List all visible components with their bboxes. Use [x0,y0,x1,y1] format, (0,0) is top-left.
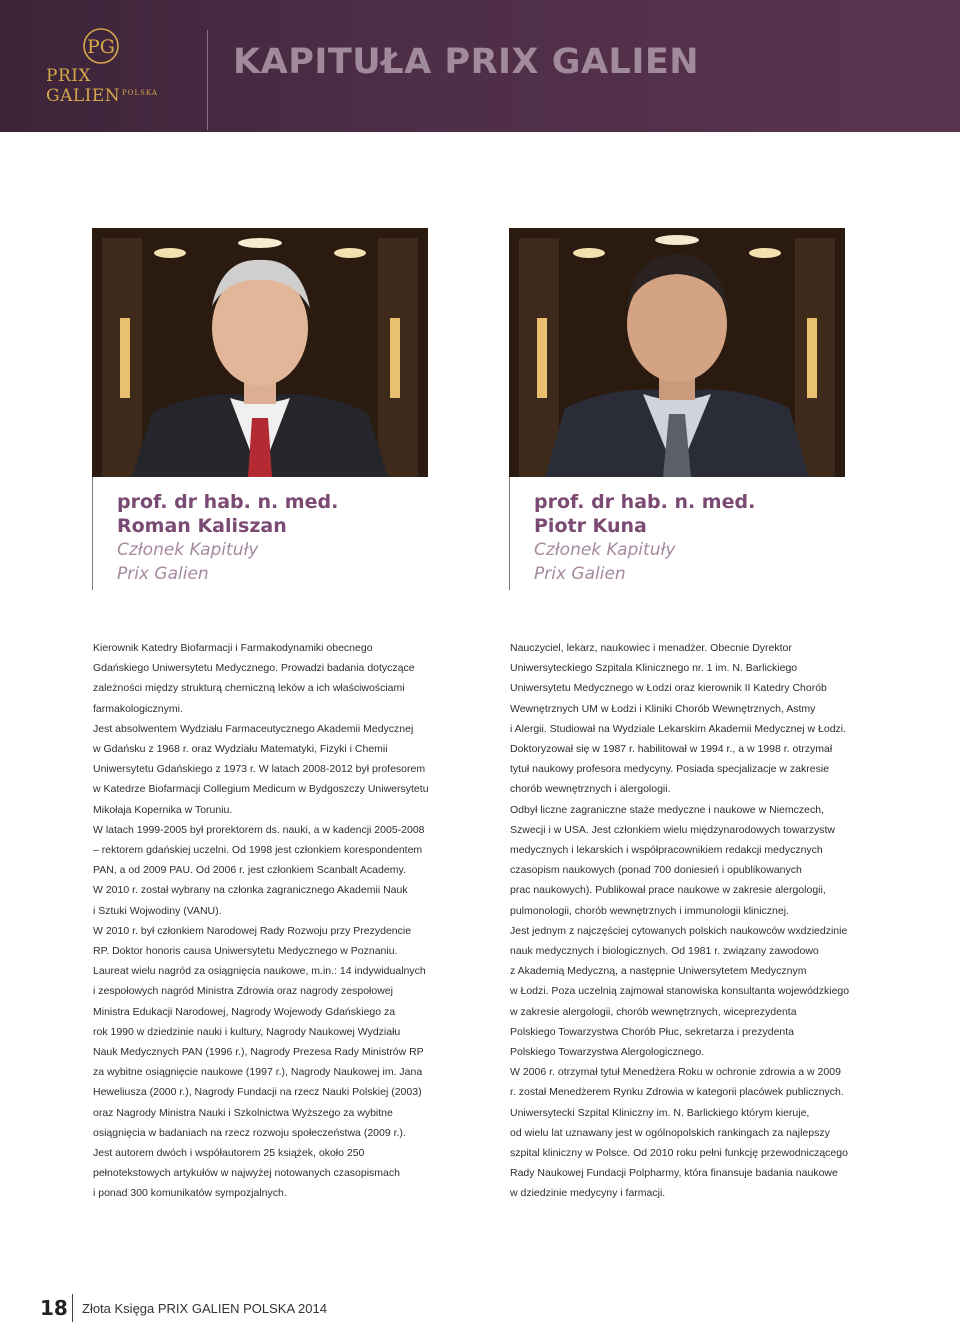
bio-line: Doktoryzował się w 1987 r. habilitował w 1994 r., a w 1998 r. otrzymał [510,743,833,756]
member-academic-title: prof. dr hab. n. med. [117,491,339,513]
bio-line: Uniwersytecki Szpital Kliniczny im. N. Barlickiego którym kieruje, [510,1106,810,1119]
bio-line: w Gdańsku z 1968 r. oraz Wydziału Matematyki, Fizyki i Chemii [93,743,388,756]
member-role: Członek Kapituły [117,540,259,560]
bio-line: za wybitne osiągnięcie naukowe (1997 r.), Nagrody Naukowej im. Jana [93,1066,423,1079]
bio-line: W 2010 r. był członkiem Narodowej Rady Rozwoju przy Prezydencie [93,924,412,937]
member-role-org: Prix Galien [534,564,626,584]
bio-line: r. został Menedżerem Rynku Zdrowia w kategorii placówek publicznych. [510,1086,844,1099]
bio-line: Laureat wielu nagród za osiągnięcia naukowe, m.in.: 14 indywidualnych [93,965,426,978]
bio-line: Jest jednym z najczęściej cytowanych polskich naukowców wxdziedzinie [510,924,848,937]
bio-line: Ministra Edukacji Narodowej, Nagrody Wojewody Gdańskiego za [93,1005,396,1018]
portrait-illustration [509,228,845,477]
bio-line: W 2006 r. otrzymał tytuł Menedżera Roku w ochronie zdrowia a w 2009 [510,1066,841,1079]
bio-line: z Akademią Medyczną, a następnie Uniwersytetem Medycznym [510,965,807,978]
bio-line: Jest autorem dwóch i współautorem 25 książek, około 250 [93,1147,365,1160]
logo-subtitle: POLSKA [122,89,158,97]
page-number: 18 [40,1296,68,1320]
bio-line: Uniwersyteckiego Szpitala Klinicznego nr. 1 im. N. Barlickiego [510,662,798,675]
bio-line: chorób wewnętrznych i alergologii. [510,783,671,796]
caption-rule-right [509,477,510,590]
bio-line: Uniwersytetu Gdańskiego z 1973 r. W latach 2008-2012 był profesorem [93,763,426,776]
bio-line: i zespołowych nagród Ministra Zdrowia oraz nagrody zespołowej [93,985,393,998]
bio-line: w Łodzi. Poza uczelnią zajmował stanowiska konsultanta wojewódzkiego [510,985,850,998]
bio-line: W 2010 r. został wybrany na członka zagranicznego Akademii Nauk [93,884,408,897]
bio-line: Nauczyciel, lekarz, naukowiec i menadżer. Obecnie Dyrektor [510,642,792,654]
page-header [0,0,960,132]
bio-line: szpital kliniczny w Polsce. Od 2010 roku pełni funkcję przewodniczącego [510,1147,848,1160]
bio-line: i Alergii. Studiował na Wydziale Lekarskim Akademii Medycznej w Łodzi. [510,722,847,735]
bio-line: w Katedrze Biofarmacji Collegium Medicum w Bydgoszczy Uniwersytetu [93,783,429,796]
bio-line: medycznych i lekarskich i współpracownikiem redakcji medycznych [510,844,823,857]
bio-line: farmakologicznymi. [93,702,183,715]
bio-line: Heweliusza (2000 r.), Nagrody Fundacji na rzecz Nauki Polskiej (2003) [93,1086,422,1099]
member-name: Piotr Kuna [534,515,647,537]
member-photo-left [92,228,428,477]
member-caption-left [117,490,447,586]
bio-line: w zakresie alergologii, chorób wewnętrznych, wiceprezydenta [510,1005,797,1018]
bio-line: tytuł naukowy profesora medycyny. Posiada specjalizacje w zakresie [510,763,830,776]
bio-line: Szwecji i w USA. Jest członkiem wielu międzynarodowych towarzystw [510,823,836,836]
member-bio-left [93,638,445,1204]
bio-line: od wielu lat uznawany jest w ogólnopolskich rankingach za najlepszy [510,1126,830,1139]
bio-line: czasopism naukowych (ponad 700 doniesień i opublikowanych [510,864,802,877]
logo-emblem: PG [87,36,115,58]
bio-line: – rektorem gdańskiej uczelni. Od 1998 jest członkiem korespondentem [93,844,423,857]
bio-line: Polskiego Towarzystwa Chorób Płuc, sekretarza i prezydenta [510,1025,795,1038]
bio-line: Kierownik Katedry Biofarmacji i Farmakodynamiki obecnego [93,642,373,654]
member-photo-right [509,228,845,477]
bio-line: rok 1990 w dziedzinie nauki i kultury, Nagrody Naukowej Wydziału [93,1025,401,1038]
header-divider [207,30,208,130]
bio-line: i Sztuki Wojwodiny (VANU). [93,904,222,917]
member-caption-right [534,490,864,586]
publication-title: Złota Księga PRIX GALIEN POLSKA 2014 [82,1301,327,1316]
bio-line: Polskiego Towarzystwa Alergologicznego. [510,1046,705,1059]
bio-line: Gdańskiego Uniwersytetu Medycznego. Prowadzi badania dotyczące [93,662,415,675]
page-title: KAPITUŁA PRIX GALIEN [233,42,700,82]
caption-rule-left [92,477,93,590]
bio-line: zależności między strukturą chemiczną leków a ich właściwościami [93,682,405,695]
bio-line: oraz Nagrody Ministra Nauki i Szkolnictwa Wyższego za wybitne [93,1106,393,1119]
bio-line: Wewnętrznych UM w Łodzi i Kliniki Chorób Wewnętrznych, Astmy [510,702,816,715]
bio-line: Nauk Medycznych PAN (1996 r.), Nagrody Prezesa Rady Ministrów RP [93,1046,424,1059]
bio-line: Uniwersytetu Medycznego w Łodzi oraz kierownik II Katedry Chorób [510,682,827,695]
bio-line: prac naukowych). Publikował prace naukowe w zakresie alergologii, [510,884,826,897]
bio-line: nauk medycznych i biologicznych. Od 1981 r. związany zawodowo [510,945,819,958]
bio-line: i ponad 300 komunikatów sympozjalnych. [93,1187,287,1200]
bio-line: W latach 1999-2005 był prorektorem ds. nauki, a w kadencji 2005-2008 [93,823,425,836]
member-name: Roman Kaliszan [117,515,287,537]
logo-name: PRIX GALIEN [46,66,121,106]
bio-line: pełnotekstowych artykułów w najwyżej notowanych czasopismach [93,1167,400,1180]
member-role-org: Prix Galien [117,564,209,584]
bio-line: Jest absolwentem Wydziału Farmaceutycznego Akademii Medycznej [93,722,414,735]
bio-line: PAN, a od 2009 PAU. Od 2006 r. jest członkiem Scanbalt Academy. [93,864,406,877]
bio-line: RP. Doktor honoris causa Uniwersytetu Medycznego w Poznaniu. [93,945,398,958]
bio-line: Rady Naukowej Fundacji Polpharmy, która finansuje badania naukowe [510,1167,838,1180]
bio-line: w dziedzinie medycyny i farmacji. [510,1187,666,1200]
bio-line: pulmonologii, chorób wewnętrznych i immunologii klinicznej. [510,904,789,917]
bio-line: Mikołaja Kopernika w Toruniu. [93,803,233,816]
bio-line: Odbył liczne zagraniczne staże medyczne i naukowe w Niemczech, [510,803,824,816]
member-academic-title: prof. dr hab. n. med. [534,491,756,513]
member-role: Członek Kapituły [534,540,676,560]
member-bio-right [510,638,862,1204]
bio-line: osiągnięcia w badaniach na rzecz rozwoju społeczeństwa (2009 r.). [93,1126,406,1139]
portrait-illustration [92,228,428,477]
footer-divider [72,1294,73,1322]
